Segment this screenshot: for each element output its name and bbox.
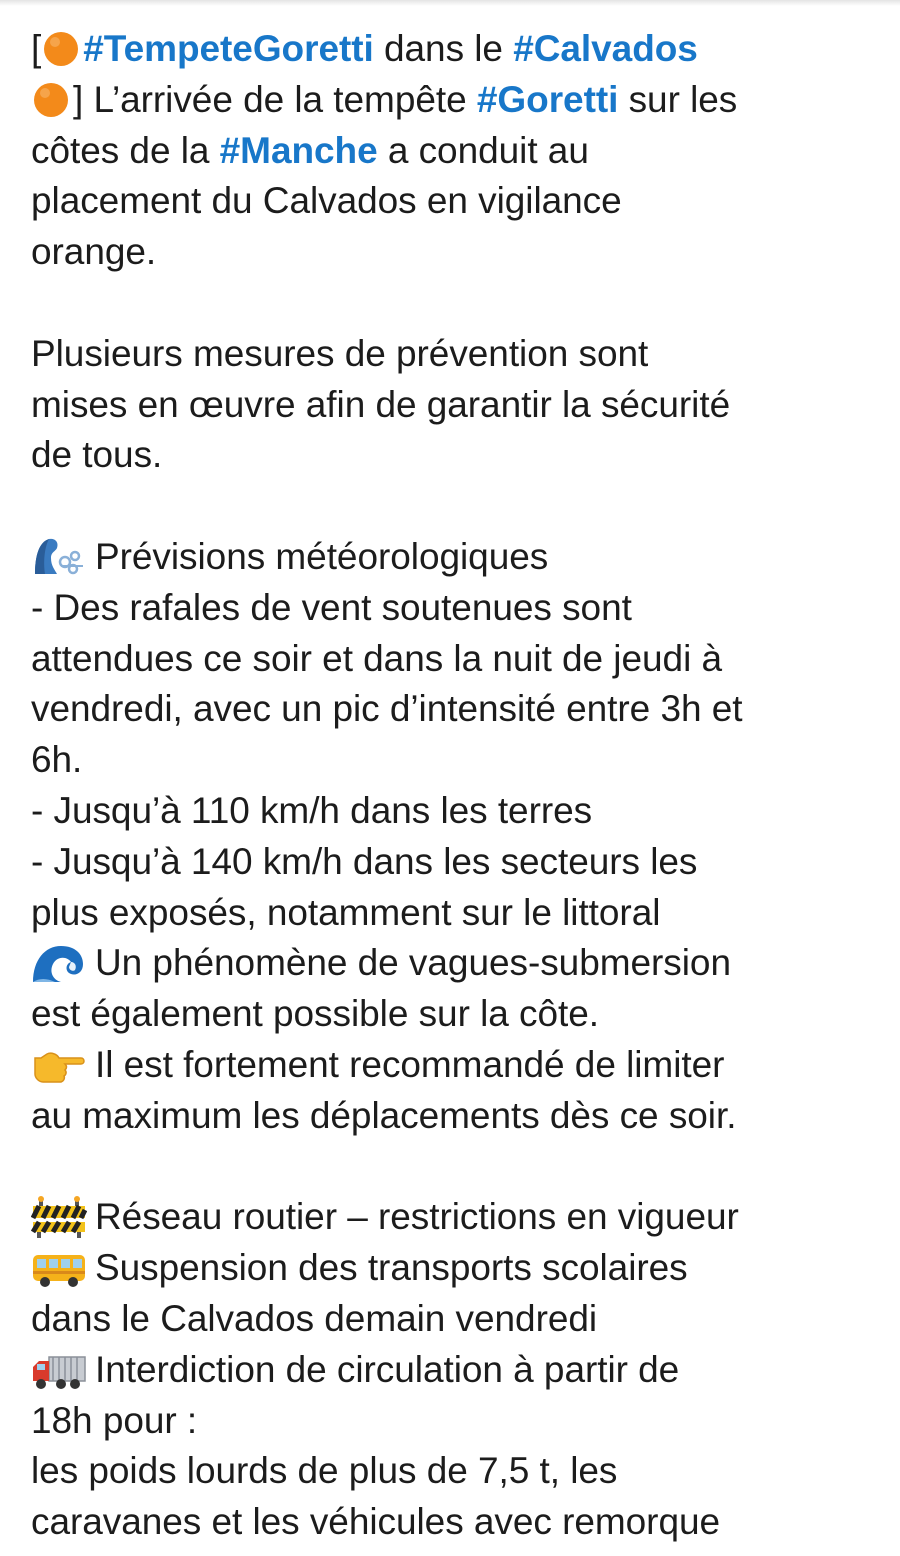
text-segment: Un phénomène de vagues-submersion: [95, 942, 731, 984]
post-line-24: [31, 1192, 876, 1243]
truck-icon: [31, 1349, 87, 1389]
post-line-9: de tous.: [31, 434, 163, 476]
post-line-12: - Des rafales de vent soutenues sont: [31, 586, 632, 628]
construction-barrier-icon: [31, 1196, 87, 1236]
post-line-1: [31, 24, 876, 75]
water-wave-icon: [31, 942, 87, 982]
section-heading-forecast: Prévisions météorologiques: [95, 535, 549, 577]
post-line-5: orange.: [31, 231, 157, 273]
text-segment: ] L’arrivée de la tempête: [73, 78, 477, 120]
post-line-15: 6h.: [31, 739, 83, 781]
text-segment: a conduit au: [377, 129, 589, 171]
pointing-right-icon: [31, 1044, 87, 1084]
post-line-19: [31, 938, 876, 989]
blank-line: [31, 278, 876, 329]
post-line-20: est également possible sur la côte.: [31, 993, 599, 1035]
post-line-29: les poids lourds de plus de 7,5 t, les: [31, 1450, 618, 1492]
post-line-16: - Jusqu’à 110 km/h dans les terres: [31, 789, 593, 831]
text-segment: Il est fortement recommandé de limiter: [95, 1043, 725, 1085]
post-line-13: attendues ce soir et dans la nuit de jeudi à: [31, 637, 722, 679]
hashtag-tempetegoretti-link[interactable]: #TempeteGoretti: [83, 28, 374, 69]
hashtag-goretti-link[interactable]: #Goretti: [476, 78, 619, 120]
post-line-26: dans le Calvados demain vendredi: [31, 1297, 598, 1339]
post-line-14: vendredi, avec un pic d’intensité entre 3h et: [31, 688, 743, 730]
wind-face-icon: [31, 536, 87, 576]
orange-circle-icon: [41, 28, 81, 68]
post-line-22: au maximum les déplacements dès ce soir.: [31, 1094, 737, 1136]
blank-line: [31, 481, 876, 532]
post-line-4: placement du Calvados en vigilance: [31, 180, 622, 222]
post-line-17: - Jusqu’à 140 km/h dans les secteurs les: [31, 840, 698, 882]
post-line-11: [31, 532, 876, 583]
section-heading-road-network: Réseau routier – restrictions en vigueur: [95, 1196, 739, 1238]
hashtag-manche-link[interactable]: #Manche: [219, 129, 378, 171]
school-bus-icon: [31, 1247, 87, 1287]
text-segment: sur les: [618, 78, 738, 120]
post-line-28: 18h pour :: [31, 1399, 198, 1441]
post-line-8: mises en œuvre afin de garantir la sécurité: [31, 383, 731, 425]
text-segment: Suspension des transports scolaires: [95, 1247, 688, 1289]
text-segment: côtes de la: [31, 129, 220, 171]
hashtag-calvados-link[interactable]: #Calvados: [513, 28, 698, 69]
post-line-25: [31, 1243, 876, 1294]
post-line-3: [31, 126, 876, 177]
orange-circle-icon: [31, 79, 71, 119]
post-line-21: [31, 1040, 876, 1091]
blank-line: [31, 1142, 876, 1193]
post-body: [31, 24, 876, 1548]
text-segment: [: [31, 28, 42, 69]
post-line-27: [31, 1345, 876, 1396]
top-edge: [0, 0, 900, 6]
post-line-30: caravanes et les véhicules avec remorque: [31, 1501, 721, 1543]
post-line-7: Plusieurs mesures de prévention sont: [31, 332, 649, 374]
post-line-18: plus exposés, notamment sur le littoral: [31, 891, 661, 933]
text-segment: Interdiction de circulation à partir de: [95, 1348, 680, 1390]
post-line-2: [31, 75, 876, 126]
text-segment: dans le: [373, 28, 514, 69]
